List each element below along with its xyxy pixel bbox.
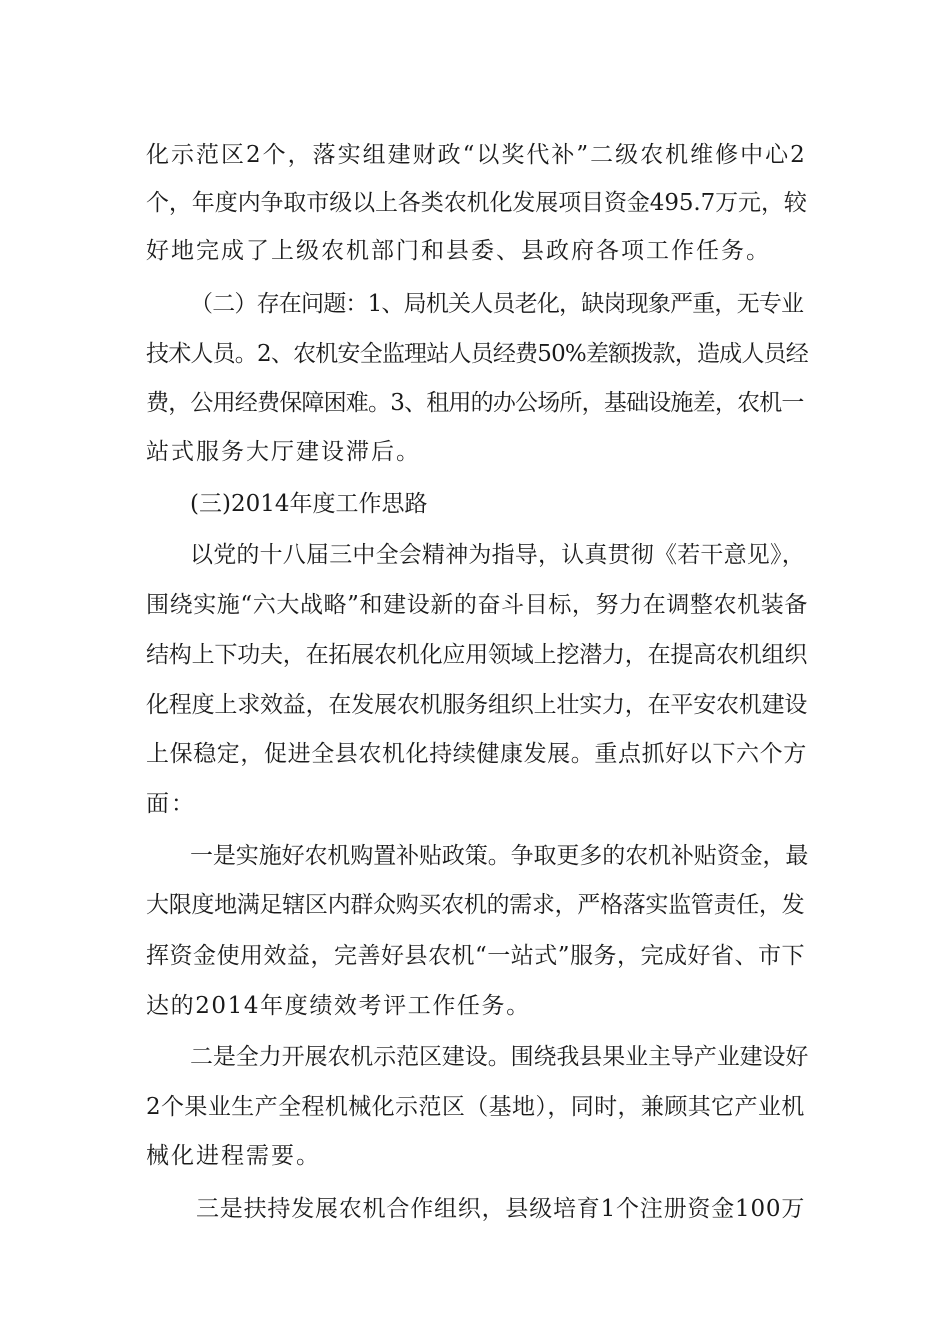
text-line: 费，公用经费保障困难。3、租用的办公场所，基础设施差，农机一 bbox=[146, 390, 804, 416]
text-line: 上保稳定，促进全县农机化持续健康发展。重点抓好以下六个方 bbox=[146, 741, 807, 767]
text-line: 个，年度内争取市级以上各类农机化发展项目资金495.7万元，较 bbox=[146, 190, 807, 216]
text-line: 以党的十八届三中全会精神为指导，认真贯彻《若干意见》， bbox=[190, 542, 805, 568]
section-heading: (三)2014年度工作思路 bbox=[190, 491, 428, 517]
text-line: 站式服务大厅建设滞后。 bbox=[146, 439, 421, 465]
text-line: 技术人员。2、农机安全监理站人员经费50%差额拨款，造成人员经 bbox=[146, 341, 808, 367]
text-line: 好地完成了上级农机部门和县委、县政府各项工作任务。 bbox=[146, 238, 771, 264]
text-line: （二）存在问题：1、局机关人员老化，缺岗现象严重，无专业 bbox=[190, 291, 804, 317]
text-line: 面： bbox=[146, 791, 196, 817]
text-line: 械化进程需要。 bbox=[146, 1143, 321, 1169]
text-line: 化示范区2个，落实组建财政“以奖代补”二级农机维修中心2 bbox=[146, 142, 807, 168]
text-line: 化程度上求效益，在发展农机服务组织上壮实力，在平安农机建设 bbox=[146, 692, 808, 718]
text-line: 挥资金使用效益，完善好县农机“一站式”服务，完成好省、市下 bbox=[146, 943, 806, 969]
text-line: 三是扶持发展农机合作组织，县级培育1个注册资金100万 bbox=[196, 1196, 806, 1222]
text-line: 达的2014年度绩效考评工作任务。 bbox=[146, 993, 531, 1019]
text-line: 结构上下功夫，在拓展农机化应用领域上挖潜力，在提高农机组织 bbox=[146, 642, 808, 668]
text-line: 围绕实施“六大战略”和建设新的奋斗目标，努力在调整农机装备 bbox=[146, 592, 808, 618]
text-line: 一是实施好农机购置补贴政策。争取更多的农机补贴资金，最 bbox=[190, 843, 809, 869]
text-line: 大限度地满足辖区内群众购买农机的需求，严格落实监管责任，发 bbox=[146, 892, 805, 918]
text-line: 二是全力开展农机示范区建设。围绕我县果业主导产业建设好 bbox=[190, 1044, 809, 1070]
text-line: 2个果业生产全程机械化示范区（基地），同时，兼顾其它产业机 bbox=[146, 1094, 805, 1120]
